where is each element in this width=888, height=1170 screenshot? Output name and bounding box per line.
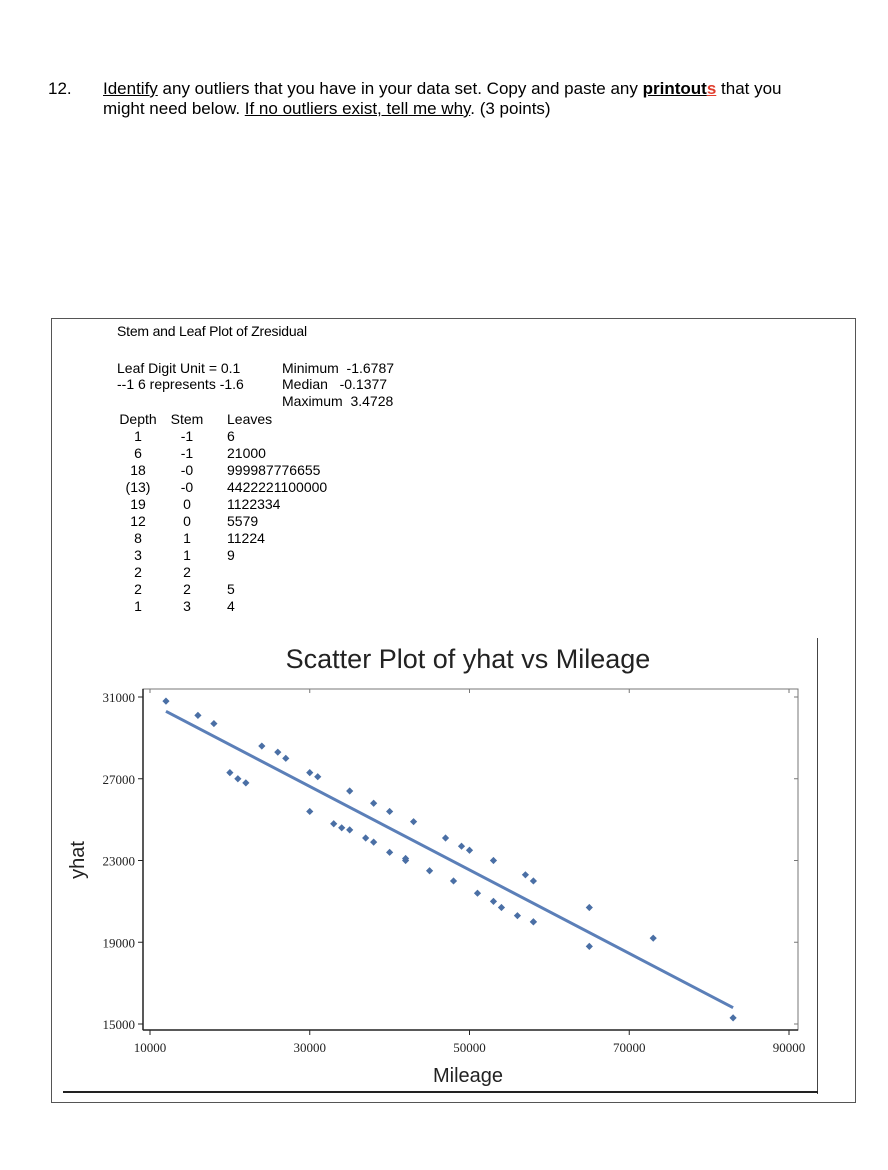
row-stem: 2 <box>183 581 191 597</box>
data-point <box>498 904 505 911</box>
data-point <box>210 720 217 727</box>
y-axis-label: yhat <box>67 841 89 879</box>
leaf-represents: --1 6 represents -1.6 <box>117 376 244 392</box>
x-tick-label: 90000 <box>772 1040 806 1055</box>
data-point <box>242 779 249 786</box>
row-stem: 0 <box>183 513 191 529</box>
header-depth: Depth <box>119 411 157 427</box>
question-text-a: any outliers that you have in your data set. Copy and paste any <box>157 79 643 98</box>
stat-median: Median -0.1377 <box>282 376 388 392</box>
question-no-outliers: If no outliers exist, tell me why <box>244 99 471 118</box>
row-depth: 12 <box>130 513 146 529</box>
data-point <box>306 769 313 776</box>
y-tick-label: 15000 <box>102 1017 135 1032</box>
data-point <box>490 857 497 864</box>
row-leaves: 5579 <box>227 513 259 529</box>
data-point <box>346 826 353 833</box>
data-point <box>274 749 281 756</box>
row-depth: 19 <box>130 496 146 512</box>
data-point <box>514 912 521 919</box>
row-stem: 1 <box>183 530 191 546</box>
data-point <box>306 808 313 815</box>
data-point <box>362 834 369 841</box>
regression-line <box>166 711 733 1007</box>
data-point <box>346 787 353 794</box>
row-stem: -0 <box>180 479 194 495</box>
question-identify: Identify <box>103 79 158 98</box>
y-tick-label: 19000 <box>102 935 135 951</box>
data-point <box>314 773 321 780</box>
row-depth: (13) <box>125 479 151 495</box>
row-leaves: 21000 <box>227 445 266 461</box>
row-leaves: 4422221100000 <box>227 479 328 495</box>
data-point <box>466 847 473 854</box>
row-depth: 1 <box>134 428 142 444</box>
row-depth: 6 <box>134 445 142 461</box>
data-point <box>282 755 289 762</box>
data-point <box>338 824 345 831</box>
y-tick-label: 23000 <box>102 853 135 869</box>
data-point <box>162 697 169 704</box>
row-leaves: 11224 <box>227 530 265 546</box>
data-point <box>258 742 265 749</box>
data-point <box>522 871 529 878</box>
stat-minimum: Minimum -1.6787 <box>282 360 395 376</box>
data-point <box>530 877 537 884</box>
question-number: 12. <box>48 79 72 98</box>
question-printout-s: s <box>706 79 717 98</box>
data-point <box>370 839 377 846</box>
data-point <box>194 712 201 719</box>
data-point <box>474 890 481 897</box>
x-tick-label: 70000 <box>613 1040 646 1055</box>
data-point <box>370 800 377 807</box>
row-depth: 2 <box>134 581 142 597</box>
x-axis-label: Mileage <box>432 1065 504 1087</box>
row-stem: 2 <box>183 564 191 580</box>
data-point <box>410 818 417 825</box>
x-tick-label: 10000 <box>133 1040 167 1055</box>
data-point <box>650 935 657 942</box>
question-text-b: that you might need below. <box>103 79 782 118</box>
row-depth: 18 <box>130 462 146 478</box>
data-point <box>458 843 465 850</box>
row-depth: 1 <box>134 598 142 614</box>
row-leaves: 5 <box>227 581 235 597</box>
data-point <box>442 834 449 841</box>
row-depth: 3 <box>134 547 142 563</box>
data-point <box>490 898 497 905</box>
question-printout: printout <box>642 79 707 98</box>
header-stem: Stem <box>170 411 204 427</box>
stem-leaf-title: Stem and Leaf Plot of Zresidual <box>117 323 307 339</box>
data-point <box>330 820 337 827</box>
row-stem: 3 <box>183 598 191 614</box>
question-points: . (3 points) <box>470 99 551 118</box>
row-leaves: 9 <box>227 547 235 563</box>
data-point <box>729 1014 736 1021</box>
data-point <box>226 769 233 776</box>
stat-maximum: Maximum 3.4728 <box>282 393 394 409</box>
data-point <box>234 775 241 782</box>
data-point <box>426 867 433 874</box>
row-depth: 2 <box>134 564 142 580</box>
chart-title: Scatter Plot of yhat vs Mileage <box>285 644 651 674</box>
data-point <box>586 943 593 950</box>
row-stem: -1 <box>180 445 194 461</box>
row-leaves: 1122334 <box>227 496 281 512</box>
data-point <box>386 808 393 815</box>
row-stem: 0 <box>183 496 191 512</box>
row-stem: 1 <box>183 547 191 563</box>
x-tick-label: 30000 <box>293 1040 326 1055</box>
row-depth: 8 <box>134 530 142 546</box>
y-tick-label: 27000 <box>102 771 135 787</box>
row-leaves: 999987776655 <box>227 462 321 478</box>
data-point <box>386 849 393 856</box>
plot-frame <box>143 689 798 1030</box>
x-tick-label: 50000 <box>453 1040 486 1055</box>
data-point <box>586 904 593 911</box>
row-leaves: 6 <box>227 428 235 444</box>
row-stem: -1 <box>180 428 194 444</box>
leaf-digit-unit: Leaf Digit Unit = 0.1 <box>117 360 241 376</box>
y-tick-label: 31000 <box>102 690 135 705</box>
data-point <box>450 877 457 884</box>
row-leaves: 4 <box>227 598 235 614</box>
header-leaves: Leaves <box>227 411 273 427</box>
row-stem: -0 <box>180 462 194 478</box>
data-point <box>530 918 537 925</box>
